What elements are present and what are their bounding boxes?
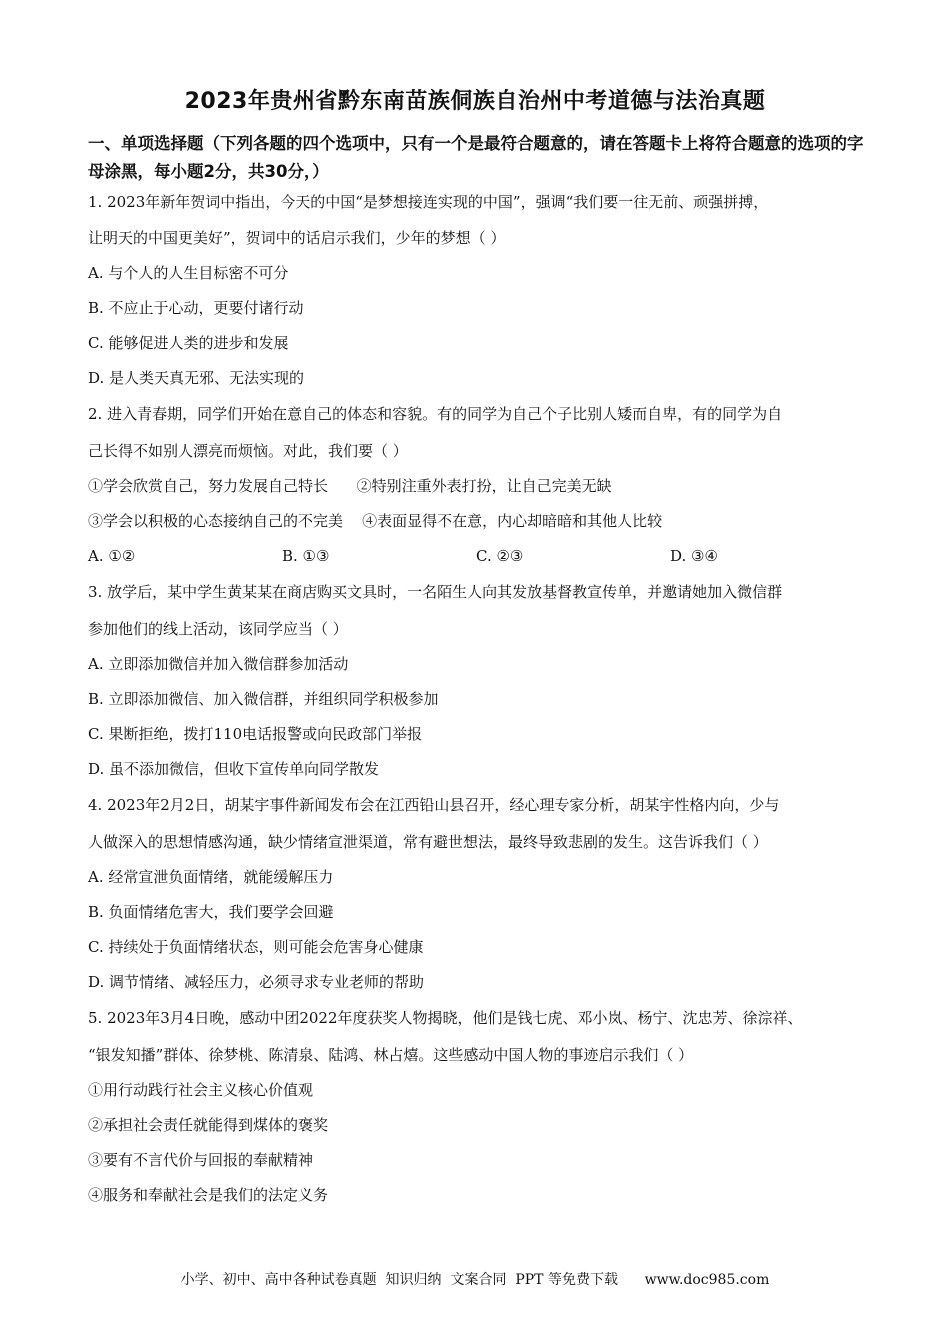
q5-statement-4: ④服务和奉献社会是我们的法定义务: [88, 1186, 329, 1204]
q1-option-a: A. 与个人的人生目标密不可分: [88, 264, 289, 282]
q2-option-c: C. ②③: [476, 547, 524, 565]
q4-option-b: B. 负面情绪危害大，我们要学会回避: [88, 903, 334, 921]
q1-option-b: B. 不应止于心动，更要付诸行动: [88, 299, 304, 317]
q1-stem-line1: 1. 2023年新年贺词中指出，今天的中国“是梦想接连实现的中国”，强调“我们要一往无前、顽强拼搏，: [88, 193, 769, 211]
q3-stem-line2: 参加他们的线上活动，该同学应当（ ）: [88, 620, 348, 638]
q4-option-c: C. 持续处于负面情绪状态，则可能会危害身心健康: [88, 938, 424, 956]
q5-statement-1: ①用行动践行社会主义核心价值观: [88, 1081, 314, 1099]
q5-stem-line1: 5. 2023年3月4日晚，感动中团2022年度获奖人物揭晓，他们是钱七虎、邓小岚、杨宁、沈忠芳、徐淙祥、: [88, 1009, 803, 1027]
q5-statement-2: ②承担社会责任就能得到煤体的褒奖: [88, 1116, 329, 1134]
q1-option-d: D. 是人类天真无邪、无法实现的: [88, 369, 305, 387]
q3-option-c: C. 果断拒绝，拨打110电话报警或向民政部门举报: [88, 725, 423, 743]
q4-stem-line1: 4. 2023年2月2日，胡某宇事件新闻发布会在江西铅山县召开，经心理专家分析，胡某宇性格内向，少与: [88, 796, 780, 814]
section-heading: 一、单项选择题（下列各题的四个选项中，只有一个是最符合题意的，请在答题卡上将符合题意的选项的字母涂黑，每小题2分，共30分，）: [88, 134, 864, 181]
q1-option-c: C. 能够促进人类的进步和发展: [88, 334, 289, 352]
q3-stem-line1: 3. 放学后，某中学生黄某某在商店购买文具时，一名陌生人向其发放基督教宣传单，并邀请她加入微信群: [88, 583, 783, 601]
q2-stem-line2: 己长得不如别人漂亮而烦恼。对此，我们要（ ）: [88, 442, 408, 460]
q3-option-b: B. 立即添加微信、加入微信群，并组织同学积极参加: [88, 690, 439, 708]
q1-stem-line2: 让明天的中国更美好”，贺词中的话启示我们，少年的梦想（ ）: [88, 229, 506, 247]
q3-option-d: D. 虽不添加微信，但收下宣传单向同学散发: [88, 760, 380, 778]
q2-stem-line1: 2. 进入青春期，同学们开始在意自己的体态和容貌。有的同学为自己个子比别人矮而自卑，有的同学为自: [88, 405, 783, 423]
q2-statements-line2: ③学会以积极的心态接纳自己的不完美 ④表面显得不在意，内心却暗暗和其他人比较: [88, 512, 663, 530]
q2-option-a: A. ①②: [88, 547, 136, 565]
q2-statements-line1: ①学会欣赏自己，努力发展自己特长 ②特别注重外表打扮，让自己完美无缺: [88, 477, 612, 495]
q4-stem-line2: 人做深入的思想情感沟通，缺少情绪宣泄渠道，常有避世想法，最终导致悲剧的发生。这告诉我们（ ）: [88, 833, 768, 851]
q2-option-b: B. ①③: [282, 547, 330, 565]
q4-option-d: D. 调节情绪、减轻压力，必须寻求专业老师的帮助: [88, 973, 425, 991]
q3-option-a: A. 立即添加微信并加入微信群参加活动: [88, 655, 349, 673]
q5-statement-3: ③要有不言代价与回报的奉献精神: [88, 1151, 314, 1169]
q4-option-a: A. 经常宣泄负面情绪，就能缓解压力: [88, 868, 334, 886]
q5-stem-line2: “银发知播”群体、徐梦桃、陈清泉、陆鸿、林占熺。这些感动中国人物的事迹启示我们（ ）: [88, 1046, 694, 1064]
page-title: 2023年贵州省黔东南苗族侗族自治州中考道德与法治真题: [184, 89, 766, 114]
page-footer: 小学、初中、高中各种试卷真题 知识归纳 文案合同 PPT 等免费下载 www.doc985.com: [180, 1272, 770, 1288]
q2-option-d: D. ③④: [670, 547, 718, 565]
